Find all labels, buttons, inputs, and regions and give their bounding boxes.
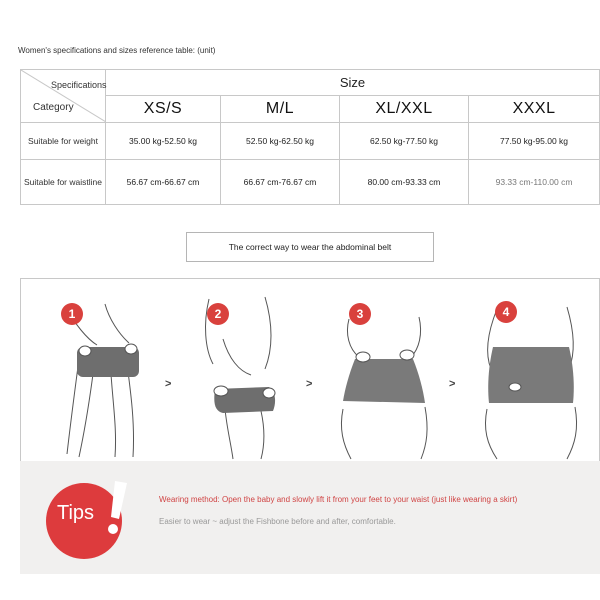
tips-section [20, 461, 600, 574]
table-cell: 77.50 kg-95.00 kg [469, 123, 600, 160]
size-xl-xxl: XL/XXL [340, 96, 469, 123]
tips-wearing-method: Wearing method: Open the baby and slowly lift it from your feet to your waist (just like wearing a skirt) [159, 495, 518, 504]
table-cell: 93.33 cm-110.00 cm [469, 160, 600, 205]
step-number-badge: 4 [495, 301, 517, 323]
header-corner-cell [21, 70, 106, 123]
size-header: Size [106, 70, 600, 96]
size-m-l: M/L [221, 96, 340, 123]
table-cell: 80.00 cm-93.33 cm [340, 160, 469, 205]
row-label-waistline: Suitable for waistline [21, 160, 106, 205]
table-row [21, 123, 600, 160]
table-cell: 35.00 kg-52.50 kg [106, 123, 221, 160]
size-xxxl: XXXL [469, 96, 600, 123]
diagonal-divider [21, 70, 106, 122]
step-1-illustration [27, 279, 165, 462]
exclamation-icon [107, 481, 127, 537]
row-label-weight: Suitable for weight [21, 123, 106, 160]
specifications-label: Specifications [51, 80, 107, 90]
step-4-illustration [457, 279, 595, 462]
step-2 [169, 279, 307, 462]
tips-adjust-note: Easier to wear ~ adjust the Fishbone before and after, comfortable. [159, 517, 396, 526]
next-arrow-icon: > [306, 378, 313, 390]
step-4 [457, 279, 595, 462]
wear-instructions-title: The correct way to wear the abdominal belt [186, 232, 434, 262]
size-spec-table [20, 69, 600, 205]
category-label: Category [33, 102, 74, 113]
step-number-badge: 2 [207, 303, 229, 325]
step-3 [315, 279, 456, 462]
size-xs-s: XS/S [106, 96, 221, 123]
step-3-illustration [315, 279, 456, 462]
next-arrow-icon: > [449, 378, 456, 390]
step-number-badge: 1 [61, 303, 83, 325]
next-arrow-icon: > [165, 378, 172, 390]
wearing-steps-panel [20, 278, 600, 463]
table-row [21, 160, 600, 205]
table-cell: 66.67 cm-76.67 cm [221, 160, 340, 205]
step-1 [27, 279, 165, 462]
step-number-badge: 3 [349, 303, 371, 325]
tips-label: Tips [57, 502, 95, 524]
table-cell: 56.67 cm-66.67 cm [106, 160, 221, 205]
table-cell: 62.50 kg-77.50 kg [340, 123, 469, 160]
table-cell: 52.50 kg-62.50 kg [221, 123, 340, 160]
step-2-illustration [169, 279, 307, 462]
table-caption: Women's specifications and sizes reference table: (unit) [18, 46, 216, 55]
